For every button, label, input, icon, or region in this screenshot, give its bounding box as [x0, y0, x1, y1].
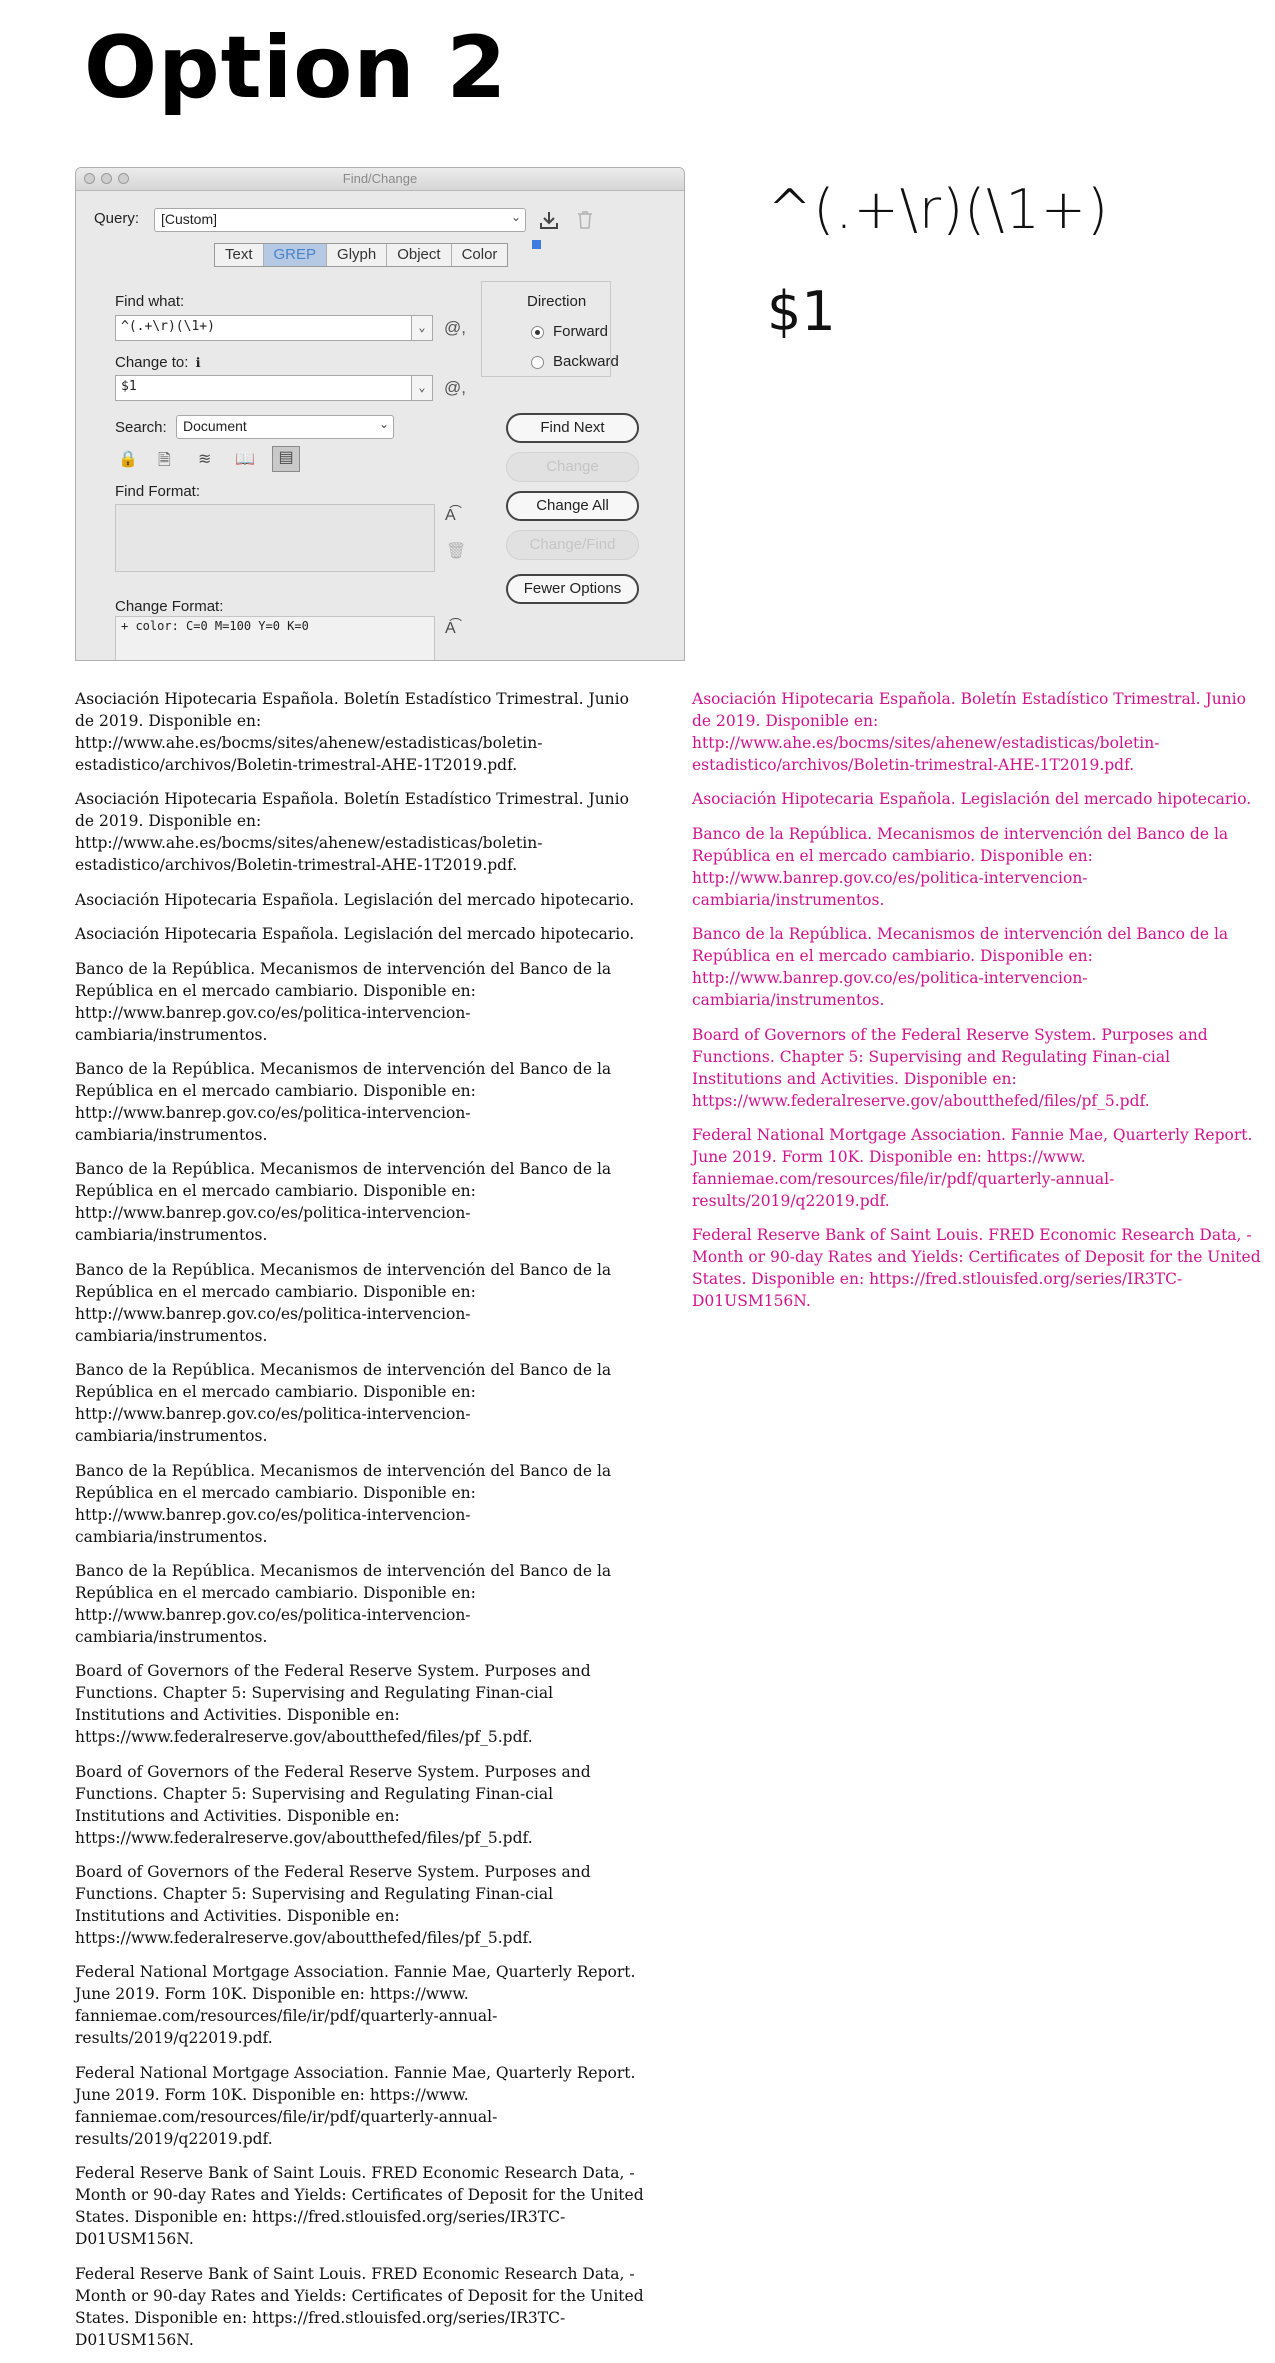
bibliography-entry: Board of Governors of the Federal Reserve System. Purposes and Functions. Chapter 5: Supervising and Regulating Finan-cial Institutions and Activities. Disponible en: https://www.federalreserve.gov/aboutthefed/files/pf_5.pdf.: [75, 1863, 591, 1948]
search-type-tabs: [214, 243, 508, 267]
bibliography-entry: Banco de la República. Mecanismos de intervención del Banco de la República en el mercado cambiario. Disponible en: http://www.banrep.gov.co/es/politica-intervencion-cambiaria/instrumentos.: [75, 959, 612, 1044]
tab-glyph[interactable]: Glyph: [327, 244, 387, 266]
clear-find-format-icon[interactable]: 🗑: [446, 543, 467, 560]
bibliography-entry: Banco de la República. Mecanismos de intervención del Banco de la República en el mercado cambiario. Disponible en: http://www.banrep.gov.co/es/politica-intervencion-cambiaria/instrumentos.: [75, 1059, 612, 1144]
bibliography-entry: Asociación Hipotecaria Española. Legislación del mercado hipotecario.: [692, 790, 1252, 809]
tab-color[interactable]: Color: [461, 246, 498, 263]
bibliography-entry: Board of Governors of the Federal Reserve System. Purposes and Functions. Chapter 5: Supervising and Regulating Finan-cial Institutions and Activities. Disponible en: https://www.federalreserve.gov/aboutthefed/files/pf_5.pdf.: [75, 1762, 591, 1847]
tab-text[interactable]: Text: [215, 244, 264, 266]
bibliography-entry: Board of Governors of the Federal Reserve System. Purposes and Functions. Chapter 5: Supervising and Regulating Finan-cial Institutions and Activities. Disponible en: https://www.federalreserve.gov/aboutthefed/files/pf_5.pdf.: [692, 1025, 1208, 1110]
change-all-button[interactable]: Change All: [506, 491, 639, 521]
regex-replacement-display: $1: [767, 280, 836, 343]
regex-pattern-display: ^(.+\r)(\1+): [767, 178, 1110, 241]
change-to-label: [115, 354, 201, 371]
bibliography-after: [692, 688, 1262, 1325]
bibliography-entry: Federal National Mortgage Association. Fannie Mae, Quarterly Report. June 2019. Form 10K. Disponible en: https://www. fanniemae.com/resources/file/ir/pdf/quarterly-annual-results/2019/q22019.pdf.: [75, 1963, 636, 2048]
change-to-value: $1: [121, 379, 137, 394]
bibliography-entry: Asociación Hipotecaria Española. Boletín Estadístico Trimestral. Junio de 2019. Disponible en: http://www.ahe.es/bocms/sites/ahenew/estadisticas/boletin-estadistico/archivos/Boletin-trimestral-AHE-1T2019.pdf.: [75, 790, 629, 875]
change-format-value: + color: C=0 M=100 Y=0 K=0: [121, 619, 309, 633]
search-scope-select[interactable]: [176, 415, 394, 439]
bibliography-entry: Asociación Hipotecaria Española. Legislación del mercado hipotecario.: [75, 925, 635, 944]
color-tab-badge: [532, 240, 541, 249]
change-to-label-text: Change to:: [115, 354, 189, 371]
find-special-characters-icon[interactable]: @,: [444, 318, 466, 337]
bibliography-entry: Banco de la República. Mecanismos de intervención del Banco de la República en el mercado cambiario. Disponible en: http://www.banrep.gov.co/es/politica-intervencion-cambiaria/instrumentos.: [75, 1160, 612, 1245]
search-scope-value: Document: [183, 418, 247, 434]
query-select[interactable]: [154, 208, 526, 232]
change-to-history-dropdown[interactable]: ⌄: [411, 375, 433, 401]
save-query-icon[interactable]: [538, 209, 560, 231]
direction-backward-label: Backward: [553, 353, 619, 370]
info-icon: ℹ: [195, 355, 201, 370]
bibliography-entry: Asociación Hipotecaria Española. Boletín Estadístico Trimestral. Junio de 2019. Disponible en: http://www.ahe.es/bocms/sites/ahenew/estadisticas/boletin-estadistico/archivos/Boletin-trimestral-AHE-1T2019.pdf.: [75, 690, 629, 774]
bibliography-entry: Federal Reserve Bank of Saint Louis. FRED Economic Research Data, -Month or 90-day Rates and Yields: Certificates of Deposit for the United States. Disponible en: https://fred.stlouisfed.org/series/IR3TC-D01USM156N.: [75, 2164, 644, 2249]
bibliography-entry: Federal Reserve Bank of Saint Louis. FRED Economic Research Data, -Month or 90-day Rates and Yields: Certificates of Deposit for the United States. Disponible en: https://fred.stlouisfed.org/series/IR3TC-D01USM156N.: [692, 1226, 1261, 1311]
dialog-titlebar[interactable]: [76, 168, 684, 191]
bibliography-entry: Federal National Mortgage Association. Fannie Mae, Quarterly Report. June 2019. Form 10K. Disponible en: https://www. fanniemae.com/resources/file/ir/pdf/quarterly-annual-results/2019/q22019.pdf.: [75, 2063, 636, 2148]
include-locked-layers-icon[interactable]: 🔒: [118, 451, 138, 468]
bibliography-entry: Banco de la República. Mecanismos de intervención del Banco de la República en el mercado cambiario. Disponible en: http://www.banrep.gov.co/es/politica-intervencion-cambiaria/instrumentos.: [75, 1260, 612, 1345]
direction-forward-label: Forward: [553, 323, 609, 340]
find-what-value: ^(.+\r)(\1+): [121, 319, 215, 334]
find-change-dialog: [75, 167, 685, 661]
bibliography-entry: Banco de la República. Mecanismos de intervención del Banco de la República en el mercado cambiario. Disponible en: http://www.banrep.gov.co/es/politica-intervencion-cambiaria/instrumentos.: [692, 824, 1229, 909]
change-format-box[interactable]: [115, 616, 435, 661]
bibliography-entry: Asociación Hipotecaria Española. Boletín Estadístico Trimestral. Junio de 2019. Disponible en: http://www.ahe.es/bocms/sites/ahenew/estadisticas/boletin-estadistico/archivos/Boletin-trimestral-AHE-1T2019.pdf.: [692, 690, 1246, 774]
include-footnotes-icon[interactable]: ▤: [272, 446, 300, 472]
find-next-button[interactable]: Find Next: [506, 413, 639, 443]
bibliography-entry: Banco de la República. Mecanismos de intervención del Banco de la República en el mercado cambiario. Disponible en: http://www.banrep.gov.co/es/politica-intervencion-cambiaria/instrumentos.: [75, 1361, 612, 1446]
specify-find-format-icon[interactable]: A͡: [445, 507, 456, 524]
bibliography-entry: Banco de la República. Mecanismos de intervención del Banco de la República en el mercado cambiario. Disponible en: http://www.banrep.gov.co/es/politica-intervencion-cambiaria/instrumentos.: [75, 1561, 612, 1646]
tab-grep[interactable]: GREP: [264, 244, 328, 266]
change-format-label: Change Format:: [115, 598, 224, 615]
page-title: Option 2: [84, 18, 508, 118]
change-find-button[interactable]: Change/Find: [506, 530, 639, 560]
bibliography-entry: Asociación Hipotecaria Española. Legislación del mercado hipotecario.: [75, 890, 635, 909]
query-value: [Custom]: [161, 211, 218, 227]
include-locked-stories-icon[interactable]: 🗎: [158, 452, 171, 469]
fewer-options-button[interactable]: Fewer Options: [506, 574, 639, 604]
specify-change-format-icon[interactable]: A͡: [445, 620, 456, 637]
chevron-down-icon: ⌄: [378, 417, 389, 431]
direction-label: Direction: [527, 293, 587, 310]
bibliography-before: [75, 688, 645, 2363]
change-special-characters-icon[interactable]: @,: [444, 378, 466, 397]
change-button[interactable]: Change: [506, 452, 639, 482]
change-to-input[interactable]: [115, 375, 433, 401]
query-label: Query:: [94, 210, 140, 227]
include-master-pages-icon[interactable]: 📖: [235, 451, 255, 468]
bibliography-entry: Banco de la República. Mecanismos de intervención del Banco de la República en el mercado cambiario. Disponible en: http://www.banrep.gov.co/es/politica-intervencion-cambiaria/instrumentos.: [75, 1461, 612, 1546]
bibliography-entry: Board of Governors of the Federal Reserve System. Purposes and Functions. Chapter 5: Supervising and Regulating Finan-cial Institutions and Activities. Disponible en: https://www.federalreserve.gov/aboutthefed/files/pf_5.pdf.: [75, 1662, 591, 1747]
find-what-label: Find what:: [115, 293, 185, 310]
tab-object[interactable]: Object: [387, 244, 451, 266]
delete-query-icon[interactable]: [575, 209, 595, 231]
include-hidden-layers-icon[interactable]: ≋: [198, 451, 212, 468]
find-format-box[interactable]: [115, 504, 435, 572]
find-format-label: Find Format:: [115, 483, 201, 500]
bibliography-entry: Federal National Mortgage Association. Fannie Mae, Quarterly Report. June 2019. Form 10K. Disponible en: https://www. fanniemae.com/resources/file/ir/pdf/quarterly-annual-results/2019/q22019.pdf.: [692, 1125, 1253, 1210]
dialog-title: Find/Change: [342, 171, 418, 186]
chevron-down-icon: ⌄: [510, 210, 521, 224]
direction-group: [481, 281, 611, 377]
bibliography-entry: Banco de la República. Mecanismos de intervención del Banco de la República en el mercado cambiario. Disponible en: http://www.banrep.gov.co/es/politica-intervencion-cambiaria/instrumentos.: [692, 925, 1229, 1010]
search-label: Search:: [115, 419, 167, 436]
find-what-history-dropdown[interactable]: ⌄: [411, 315, 433, 341]
find-what-input[interactable]: [115, 315, 433, 341]
bibliography-entry: Federal Reserve Bank of Saint Louis. FRED Economic Research Data, -Month or 90-day Rates and Yields: Certificates of Deposit for the United States. Disponible en: https://fred.stlouisfed.org/series/IR3TC-D01USM156N.: [75, 2264, 644, 2349]
